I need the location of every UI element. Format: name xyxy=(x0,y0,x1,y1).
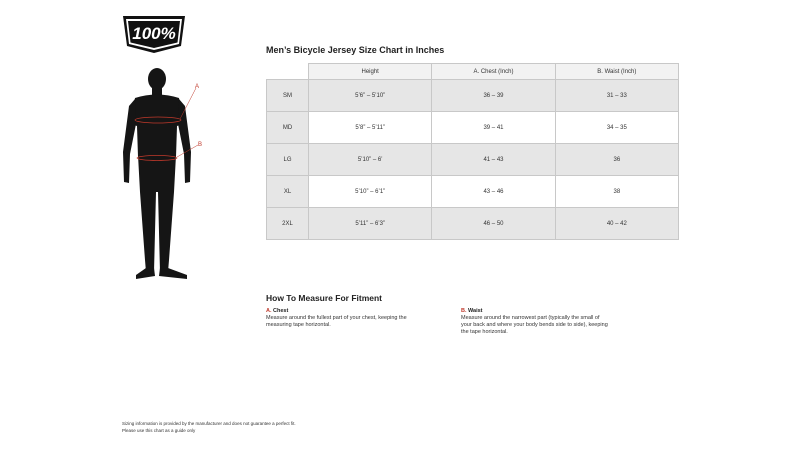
waist-marker-label: B xyxy=(198,142,203,148)
chest-marker-label: A xyxy=(195,84,200,90)
chest-cell: 46 – 50 xyxy=(432,208,555,240)
size-cell: SM xyxy=(267,80,309,112)
waist-label-text: Waist xyxy=(468,308,483,314)
waist-cell: 36 xyxy=(555,144,678,176)
size-cell: XL xyxy=(267,176,309,208)
waist-text-line: Measure around the narrowest part (typically the small of xyxy=(461,315,600,321)
table-row xyxy=(267,80,679,112)
chest-label-text: Chest xyxy=(273,308,289,314)
waist-text-line: the tape horizontal. xyxy=(461,329,508,335)
chest-cell: 36 – 39 xyxy=(432,80,555,112)
table-header-row xyxy=(267,64,679,80)
chest-text-line: measuring tape horizontal. xyxy=(266,322,331,328)
table-row xyxy=(267,144,679,176)
waist-text-line: your back and where your body bends side to side), keeping xyxy=(461,322,608,328)
disclaimer-line: Sizing information is provided by the manufacturer and does not guarantee a perfect fit. xyxy=(122,421,296,426)
waist-cell: 34 – 35 xyxy=(555,112,678,144)
measure-title: How To Measure For Fitment xyxy=(266,293,383,303)
chest-cell: 43 – 46 xyxy=(432,176,555,208)
chest-text-line: Measure around the fullest part of your chest, keeping the xyxy=(266,315,407,321)
waist-cell: 40 – 42 xyxy=(555,208,678,240)
size-cell: 2XL xyxy=(267,208,309,240)
table-row xyxy=(267,176,679,208)
height-cell: 5’11” – 6’3” xyxy=(309,208,432,240)
waist-letter: B. xyxy=(461,308,467,314)
table-row xyxy=(267,112,679,144)
chest-cell: 41 – 43 xyxy=(432,144,555,176)
header-corner xyxy=(267,64,309,80)
disclaimer xyxy=(122,420,296,434)
waist-instructions xyxy=(461,308,621,336)
body-silhouette xyxy=(108,62,213,284)
brand-logo xyxy=(122,15,186,54)
waist-cell: 31 – 33 xyxy=(555,80,678,112)
chest-instructions xyxy=(266,308,426,329)
header-waist: B. Waist (Inch) xyxy=(555,64,678,80)
height-cell: 5’6” – 5’10” xyxy=(309,80,432,112)
chest-letter: A. xyxy=(266,308,272,314)
header-height: Height xyxy=(309,64,432,80)
header-chest: A. Chest (Inch) xyxy=(432,64,555,80)
size-chart-table xyxy=(266,63,679,240)
chest-label xyxy=(266,308,426,315)
size-cell: LG xyxy=(267,144,309,176)
height-cell: 5’10” – 6’1” xyxy=(309,176,432,208)
height-cell: 5’8” – 5’11” xyxy=(309,112,432,144)
waist-label xyxy=(461,308,621,315)
table-row xyxy=(267,208,679,240)
size-cell: MD xyxy=(267,112,309,144)
chest-cell: 39 – 41 xyxy=(432,112,555,144)
chart-title: Men’s Bicycle Jersey Size Chart in Inches xyxy=(266,45,445,55)
brand-logo-text: 100% xyxy=(132,24,176,43)
disclaimer-line: Please use this chart as a guide only xyxy=(122,428,196,433)
waist-cell: 38 xyxy=(555,176,678,208)
height-cell: 5’10” – 6’ xyxy=(309,144,432,176)
